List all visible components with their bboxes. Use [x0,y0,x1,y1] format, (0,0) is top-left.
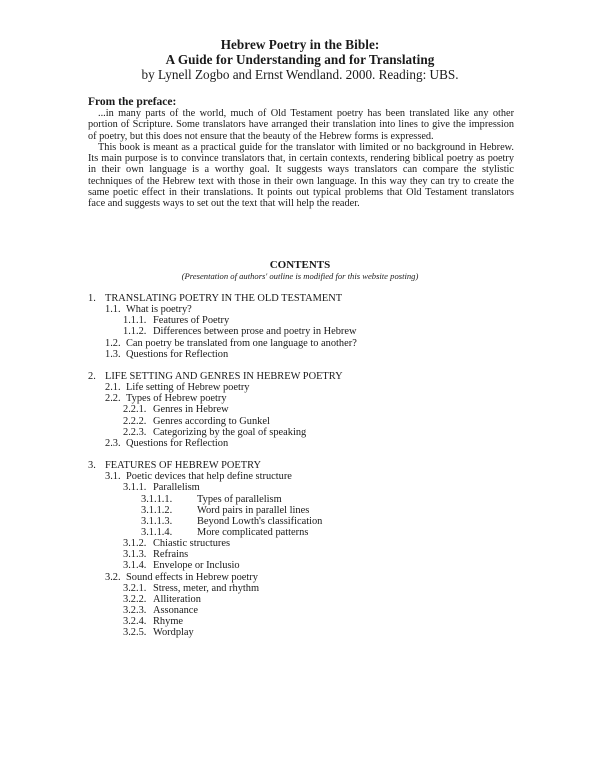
toc-entry-label: What is poetry? [126,304,192,316]
toc-entry [88,616,528,627]
toc-entry-label: Rhyme [153,616,184,628]
toc-entry-number: 3.2.1. [123,582,147,594]
toc-entry-number: 2. [88,370,96,382]
toc-entry-number: 3.2.4. [123,616,147,628]
toc-entry-label: Parallelism [153,482,200,494]
preface-heading: From the preface: [88,96,177,108]
toc-entry-number: 3.1.2. [123,538,147,550]
toc-entry-number: 3.1.3. [123,549,147,561]
toc-entry [88,371,528,382]
toc-entry-number: 1.1.2. [123,326,147,338]
toc-entry-number: 1.1.1. [123,315,147,327]
toc-entry-label: Genres according to Gunkel [153,415,270,427]
toc-entry-number: 3.1.1.2. [141,504,173,516]
toc-entry [88,583,528,594]
toc-entry-number: 1.3. [105,348,121,360]
toc-entry-label: Categorizing by the goal of speaking [153,426,307,438]
table-of-contents [88,293,528,638]
toc-entry [88,471,528,482]
toc-entry [88,293,528,304]
toc-entry-number: 2.1. [105,382,121,394]
toc-entry-label: More complicated patterns [197,526,309,538]
toc-entry-number: 3. [88,460,96,472]
toc-entry-label: LIFE SETTING AND GENRES IN HEBREW POETRY [105,370,343,382]
toc-entry-label: Differences between prose and poetry in Hebrew [153,326,357,338]
title-block [0,37,600,82]
toc-entry-number: 3.2. [105,571,121,583]
toc-entry [88,572,528,583]
toc-entry-label: FEATURES OF HEBREW POETRY [105,460,261,472]
toc-entry [88,315,528,326]
toc-entry-label: Sound effects in Hebrew poetry [126,571,258,583]
toc-entry-number: 3.1.1.3. [141,515,173,527]
toc-entry-label: Life setting of Hebrew poetry [126,382,250,394]
toc-entry-label: Questions for Reflection [126,348,229,360]
toc-entry-label: Beyond Lowth's classification [197,515,323,527]
toc-entry-number: 3.1.1.4. [141,526,173,538]
toc-entry-number: 1.2. [105,337,121,349]
toc-entry-number: 3.1.1. [123,482,147,494]
toc-entry-number: 1. [88,293,96,304]
toc-entry-label: Features of Poetry [153,315,230,327]
preface-paragraph-1: ...in many parts of the world, much of Old Testament poetry has been translated like any other portion of Scripture. Some translators have arranged their translation into lines to give the impression of poetry, but this does not ensure that the beauty of the Hebrew forms is expressed. [88,108,514,142]
toc-entry [88,538,528,549]
toc-entry-label: Wordplay [153,627,194,639]
toc-entry [88,382,528,393]
toc-entry-number: 3.1.4. [123,560,147,572]
toc-entry-number: 3.2.3. [123,604,147,616]
toc-entry [88,516,528,527]
toc-entry [88,482,528,493]
toc-entry-label: Types of parallelism [197,493,282,505]
toc-entry-number: 2.3. [105,437,121,449]
toc-entry [88,549,528,560]
toc-entry-label: Word pairs in parallel lines [197,504,310,516]
toc-entry [88,404,528,415]
book-subtitle: A Guide for Understanding and for Translating [165,52,435,67]
toc-entry-number: 2.2.1. [123,404,147,416]
toc-entry-number: 3.1. [105,471,121,483]
toc-entry [88,427,528,438]
toc-entry [88,627,528,638]
contents-heading: CONTENTS [269,259,331,271]
toc-entry [88,505,528,516]
toc-entry-label: Poetic devices that help define structure [126,471,292,483]
toc-entry-label: Genres in Hebrew [153,404,229,416]
toc-entry-number: 2.2.2. [123,415,147,427]
contents-note: (Presentation of authors' outline is modified for this website posting) [181,271,419,281]
toc-entry-label: Alliteration [153,593,201,605]
preface-section [88,96,514,210]
toc-entry [88,560,528,571]
toc-entry [88,460,528,471]
toc-entry-label: TRANSLATING POETRY IN THE OLD TESTAMENT [105,293,343,304]
toc-entry [88,438,528,449]
toc-entry-label: Refrains [153,549,189,561]
book-title: Hebrew Poetry in the Bible: [220,37,380,52]
toc-entry-number: 2.2. [105,393,121,405]
toc-entry-number: 3.2.5. [123,627,147,639]
toc-entry [88,605,528,616]
toc-entry-label: Questions for Reflection [126,437,229,449]
toc-entry [88,349,528,360]
toc-entry-label: Stress, meter, and rhythm [153,582,260,594]
toc-entry-label: Can poetry be translated from one language to another? [126,337,357,349]
toc-entry-label: Envelope or Inclusio [153,560,240,572]
toc-entry [88,304,528,315]
toc-entry-number: 3.2.2. [123,593,147,605]
toc-entry-number: 3.1.1.1. [141,493,173,505]
toc-entry [88,594,528,605]
toc-entry [88,393,528,404]
toc-entry [88,527,528,538]
preface-paragraph-2: This book is meant as a practical guide for the translator with limited or no background in Hebrew. Its main purpose is to convince translators that, in certain contexts, rendering biblical poetry as poetry in their own language is a worthy goal. It suggests ways translators can compare the stylistic techniques of the Hebrew text with those in their own language. In this way they can try to create the same poetic effect in their translations. It points out typical problems that Old Testament translators face and suggests ways to set out the text that will help the reader. [88,141,514,210]
toc-entry-number: 2.2.3. [123,426,147,438]
toc-entry-label: Chiastic structures [153,538,231,550]
toc-entry [88,416,528,427]
contents-header [0,259,600,282]
toc-entry-label: Types of Hebrew poetry [126,393,227,405]
book-byline: by Lynell Zogbo and Ernst Wendland. 2000. Reading: UBS. [141,67,459,82]
toc-entry-number: 1.1. [105,304,121,316]
toc-entry [88,326,528,337]
toc-entry-label: Assonance [153,604,199,616]
toc-entry [88,494,528,505]
toc-entry [88,338,528,349]
